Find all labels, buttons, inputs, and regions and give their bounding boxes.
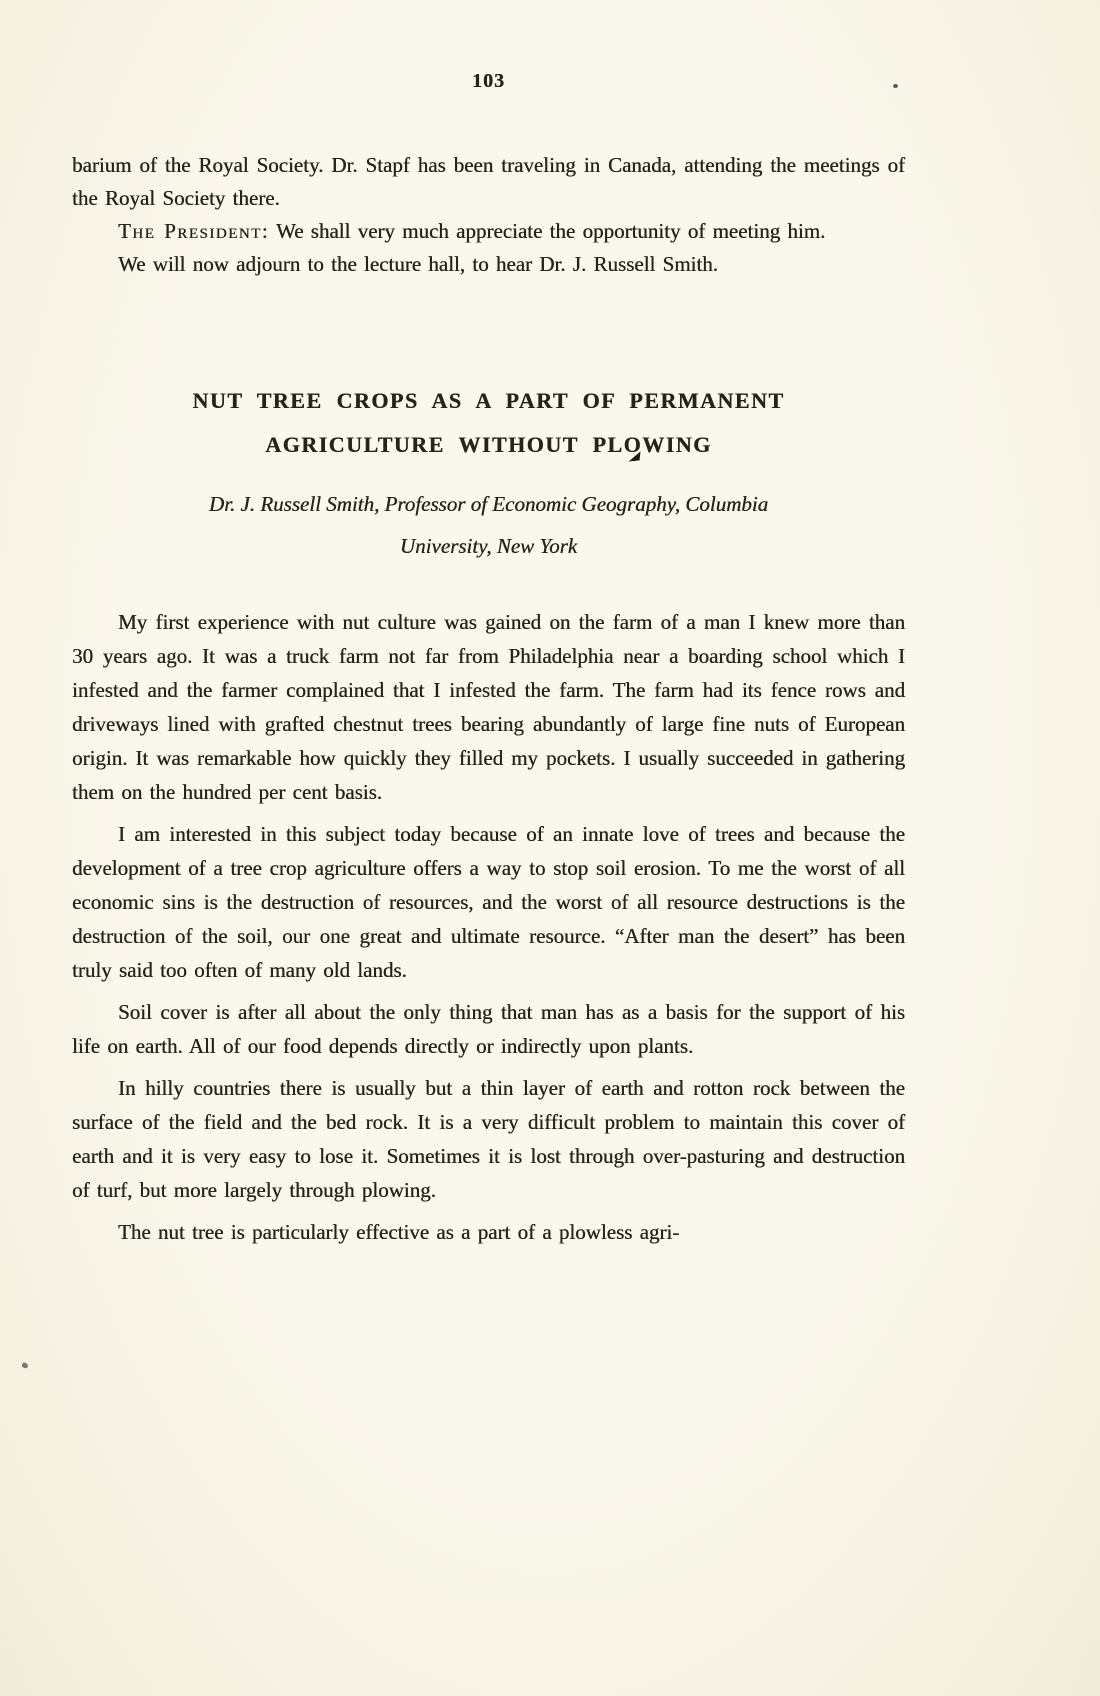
body-paragraph-1: My first experience with nut culture was gained on the farm of a man I knew more than 30 years ago. It was a truck farm not far from Philadelphia near a boarding school which I infested and the farmer complained that I infested the farm. The farm had its fence rows and driveways lined with grafted chestnut trees bearing abundantly of large fine nuts of European origin. It was remarkable how quickly they filled my pockets. I usually succeeded in gathering them on the hundred per cent basis. (72, 610, 905, 804)
body-paragraph-4: In hilly countries there is usually but a thin layer of earth and rotton rock between the surface of the field and the bed rock. It is a very difficult problem to maintain this cover of earth and it is very easy to lose it. Sometimes it is lost through over-pasturing and destruction of turf, but more largely through plowing. (72, 1076, 905, 1202)
paragraph-president-remark (72, 215, 905, 248)
article-title (72, 379, 905, 467)
paragraph-adjournment: We will now adjourn to the lecture hall, to hear Dr. J. Russell Smith. (118, 252, 718, 276)
body-paragraph-5: The nut tree is particularly effective as a part of a plowless agri- (118, 1220, 680, 1244)
byline-line-2: University, New York (399, 534, 578, 558)
paragraph-continuation: barium of the Royal Society. Dr. Stapf has been traveling in Canada, attending the meetings of the Royal Society there. (72, 153, 905, 210)
article-byline (72, 483, 905, 567)
text-block (72, 70, 905, 1249)
article-body (72, 605, 905, 1249)
scan-speck-icon (21, 1362, 29, 1369)
speaker-remark-text: We shall very much appreciate the opportunity of meeting him. (275, 219, 826, 243)
article-title-line-1: NUT TREE CROPS AS A PART OF PERMANENT (192, 388, 785, 413)
body-paragraph-2: I am interested in this subject today because of an innate love of trees and because the development of a tree crop agriculture offers a way to stop soil erosion. To me the worst of all economic sins is the destruction of resources, and the worst of all resource destructions is the destruction of the soil, our one great and ultimate resource. “After man the desert” has been truly said too often of many old lands. (72, 822, 905, 982)
speaker-name: The President: (118, 219, 270, 243)
scan-speck-icon (893, 84, 898, 88)
body-paragraph-3: Soil cover is after all about the only thing that man has as a basis for the support of his life on earth. All of our food depends directly or indirectly upon plants. (72, 1000, 905, 1058)
article-title-line-2: AGRICULTURE WITHOUT PLOWING (265, 432, 712, 457)
page-number: 103 (472, 70, 505, 92)
byline-line-1: Dr. J. Russell Smith, Professor of Economic Geography, Columbia (208, 492, 769, 516)
